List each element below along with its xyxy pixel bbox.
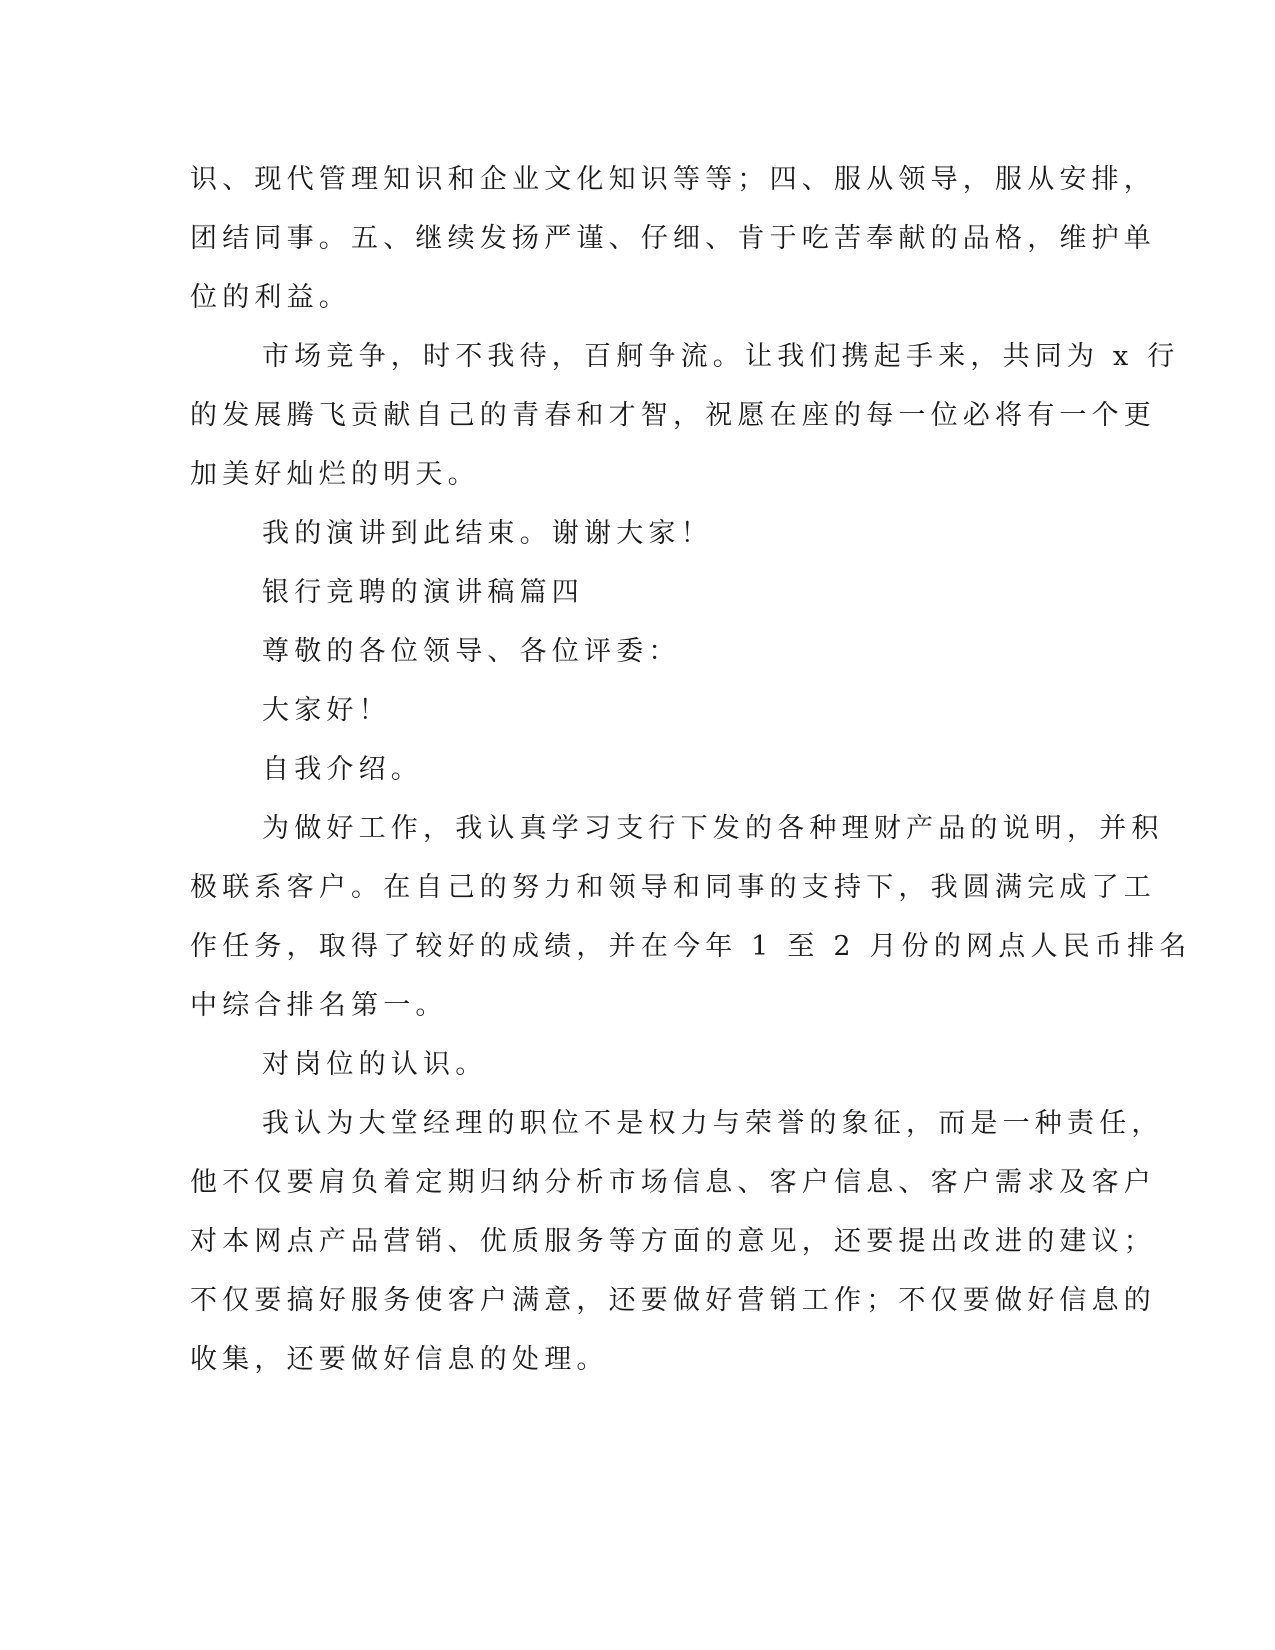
paragraph-start: 我认为大堂经理的职位不是权力与荣誉的象征，而是一种责任， [262, 1108, 1164, 1139]
text-line: 作任务，取得了较好的成绩，并在今年 1 至 2 月份的网点人民币排名 [190, 931, 1192, 962]
text-line: 位的利益。 [190, 282, 351, 313]
greeting: 大家好！ [262, 695, 391, 726]
subheading: 自我介绍。 [262, 754, 423, 785]
text-line: 他不仅要肩负着定期归纳分析市场信息、客户信息、客户需求及客户 [190, 1167, 1156, 1198]
text-line: 团结同事。五、继续发扬严谨、仔细、肯于吃苦奉献的品格，维护单 [190, 223, 1156, 254]
text-line: 中综合排名第一。 [190, 990, 448, 1021]
paragraph-start: 为做好工作，我认真学习支行下发的各种理财产品的说明，并积 [262, 813, 1164, 844]
paragraph-start: 我的演讲到此结束。谢谢大家！ [262, 518, 713, 549]
text-line: 对本网点产品营销、优质服务等方面的意见，还要提出改进的建议； [190, 1226, 1156, 1257]
text-line: 的发展腾飞贡献自己的青春和才智，祝愿在座的每一位必将有一个更 [190, 400, 1156, 431]
paragraph-start: 市场竞争，时不我待，百舸争流。让我们携起手来，共同为 x 行 [262, 341, 1180, 372]
section-heading: 银行竞聘的演讲稿篇四 [262, 577, 584, 608]
text-line: 极联系客户。在自己的努力和领导和同事的支持下，我圆满完成了工 [190, 872, 1156, 903]
text-line: 不仅要搞好服务使客户满意，还要做好营销工作；不仅要做好信息的 [190, 1285, 1156, 1316]
salutation: 尊敬的各位领导、各位评委： [262, 636, 681, 667]
text-line: 收集，还要做好信息的处理。 [190, 1344, 609, 1375]
text-line: 识、现代管理知识和企业文化知识等等；四、服从领导，服从安排， [190, 164, 1156, 195]
text-line: 加美好灿烂的明天。 [190, 459, 480, 490]
subheading: 对岗位的认识。 [262, 1049, 488, 1080]
